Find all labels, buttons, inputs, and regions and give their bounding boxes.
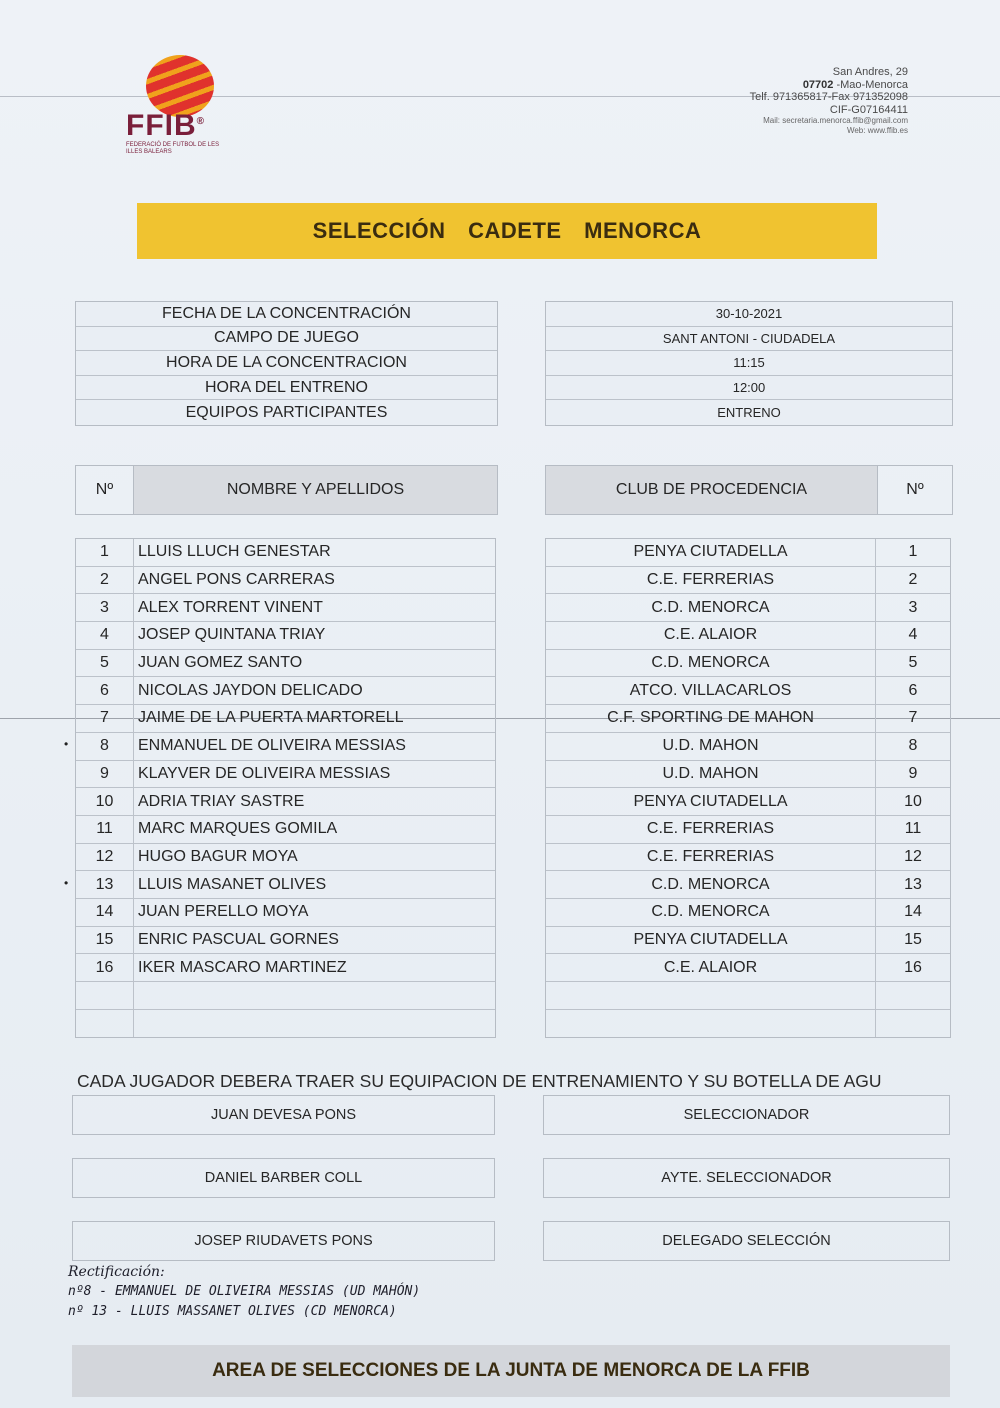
- player-num: 2: [76, 567, 134, 594]
- player-num: 14: [76, 899, 134, 926]
- player-club: [546, 982, 876, 1009]
- player-num: [876, 1010, 950, 1038]
- header-name: NOMBRE Y APELLIDOS: [134, 466, 497, 514]
- table-row: [76, 705, 495, 733]
- table-row: [546, 788, 950, 816]
- table-row: [546, 594, 950, 622]
- table-row-empty: [546, 982, 950, 1010]
- player-num: 16: [904, 958, 922, 976]
- player-num: 11: [904, 820, 922, 838]
- staff-role: SELECCIONADOR: [543, 1095, 950, 1135]
- logo-subtitle: FEDERACIÓ DE FUTBOL DE LES ILLES BALEARS: [126, 142, 220, 155]
- header-club: CLUB DE PROCEDENCIA: [546, 466, 878, 514]
- roster-names-table: [75, 538, 496, 1038]
- player-num: 10: [76, 788, 134, 815]
- table-row: [546, 622, 950, 650]
- player-name: IKER MASCARO MARTINEZ: [138, 958, 347, 976]
- player-num: 10: [904, 792, 922, 810]
- player-num: 9: [908, 764, 918, 782]
- roster-clubs-table: [545, 538, 951, 1038]
- info-label: HORA DEL ENTRENO: [76, 376, 497, 401]
- player-club: ATCO. VILLACARLOS: [546, 677, 876, 704]
- table-row: [76, 871, 495, 899]
- player-name: ADRIA TRIAY SASTRE: [138, 792, 305, 810]
- table-row: [546, 539, 950, 567]
- info-label: FECHA DE LA CONCENTRACIÓN: [76, 302, 497, 327]
- player-num: 6: [908, 681, 918, 699]
- staff-role: AYTE. SELECCIONADOR: [543, 1158, 950, 1198]
- table-row: [76, 761, 495, 789]
- player-name: JUAN PERELLO MOYA: [138, 903, 309, 921]
- table-row: [76, 539, 495, 567]
- player-name: ENMANUEL DE OLIVEIRA MESSIAS: [138, 737, 406, 755]
- footer-band: [72, 1345, 950, 1397]
- info-label: CAMPO DE JUEGO: [76, 327, 497, 352]
- table-row: [76, 677, 495, 705]
- player-num: 6: [76, 677, 134, 704]
- table-row: [76, 844, 495, 872]
- table-row: [546, 844, 950, 872]
- footer-text: AREA DE SELECCIONES DE LA JUNTA DE MENORCA DE LA FFIB: [212, 1360, 810, 1381]
- player-num: [876, 982, 950, 1009]
- player-club: C.E. FERRERIAS: [546, 844, 876, 871]
- ffib-logo: [118, 55, 228, 165]
- table-row: [76, 899, 495, 927]
- table-row: [546, 705, 950, 733]
- player-num: 5: [908, 654, 918, 672]
- table-row: [76, 622, 495, 650]
- table-row: [546, 927, 950, 955]
- table-row-empty: [76, 982, 495, 1010]
- player-name: JUAN GOMEZ SANTO: [138, 654, 303, 672]
- staff-name: DANIEL BARBER COLL: [72, 1158, 495, 1198]
- player-num: [76, 982, 134, 1009]
- federation-address: [750, 66, 908, 136]
- handwritten-correction-note: [68, 1262, 420, 1322]
- roster-header-right: [545, 465, 953, 515]
- info-label: EQUIPOS PARTICIPANTES: [185, 403, 388, 421]
- player-name: LLUIS LLUCH GENESTAR: [138, 543, 331, 561]
- equipment-notice: CADA JUGADOR DEBERA TRAER SU EQUIPACION DE ENTRENAMIENTO Y SU BOTELLA DE AGU: [77, 1071, 882, 1091]
- player-num: 7: [908, 709, 918, 727]
- player-club: C.D. MENORCA: [546, 899, 876, 926]
- player-num: 14: [904, 903, 922, 921]
- table-row: [76, 594, 495, 622]
- player-num: 13: [904, 875, 922, 893]
- logo-acronym: [126, 109, 205, 143]
- table-row: [76, 650, 495, 678]
- player-club: PENYA CIUTADELLA: [546, 788, 876, 815]
- address-street: San Andres, 29: [832, 66, 908, 78]
- logo-acronym-text: FFIB: [126, 109, 197, 142]
- correction-bullet: •: [64, 876, 69, 890]
- player-name: JAIME DE LA PUERTA MARTORELL: [138, 709, 404, 727]
- header-num: Nº: [76, 466, 134, 514]
- staff-role: DELEGADO SELECCIÓN: [543, 1221, 950, 1261]
- table-row: [546, 816, 950, 844]
- table-row: [546, 733, 950, 761]
- header-num2: Nº: [906, 481, 924, 498]
- table-row-empty: [546, 1010, 950, 1038]
- player-num: 4: [76, 622, 134, 649]
- info-value-gather-time: 11:15: [546, 351, 952, 376]
- table-row: [76, 927, 495, 955]
- player-num: 15: [76, 927, 134, 954]
- player-num: 3: [76, 594, 134, 621]
- table-row: [546, 677, 950, 705]
- player-club: C.E. FERRERIAS: [546, 567, 876, 594]
- player-club: U.D. MAHON: [546, 733, 876, 760]
- table-row: [76, 567, 495, 595]
- table-row: [546, 567, 950, 595]
- player-name: LLUIS MASANET OLIVES: [138, 875, 327, 893]
- table-row-empty: [76, 1010, 495, 1038]
- player-club: PENYA CIUTADELLA: [546, 539, 876, 566]
- player-name: KLAYVER DE OLIVEIRA MESSIAS: [138, 764, 391, 782]
- player-club: C.E. ALAIOR: [546, 954, 876, 981]
- info-label: HORA DE LA CONCENTRACION: [76, 351, 497, 376]
- player-club: [546, 1010, 876, 1038]
- player-name: HUGO BAGUR MOYA: [138, 847, 298, 865]
- player-name: MARC MARQUES GOMILA: [138, 820, 338, 838]
- table-row: [546, 650, 950, 678]
- address-phone-fax: Telf. 971365817-Fax 971352098: [749, 91, 908, 103]
- staff-name: JUAN DEVESA PONS: [72, 1095, 495, 1135]
- note-line: nº8 - EMMANUEL DE OLIVEIRA MESSIAS (UD MAHÓN): [68, 1284, 421, 1299]
- player-name: ALEX TORRENT VINENT: [138, 598, 323, 616]
- player-club: C.D. MENORCA: [546, 650, 876, 677]
- address-zip: 07702: [802, 78, 834, 91]
- info-value-training-time: 12:00: [546, 376, 952, 401]
- table-row: [76, 733, 495, 761]
- player-num: 8: [908, 737, 918, 755]
- player-name: ENRIC PASCUAL GORNES: [138, 930, 339, 948]
- table-row: [546, 871, 950, 899]
- player-num: 11: [76, 816, 134, 843]
- info-labels-table: [75, 301, 498, 426]
- player-club: C.D. MENORCA: [546, 871, 876, 898]
- player-name: [134, 982, 495, 1009]
- player-num: 16: [76, 954, 134, 981]
- player-num: 1: [76, 539, 134, 566]
- player-num: 13: [76, 871, 134, 898]
- table-row: [76, 788, 495, 816]
- info-value-field: SANT ANTONI - CIUDADELA: [546, 327, 952, 352]
- player-num: 1: [908, 543, 918, 561]
- player-num: [76, 1010, 134, 1038]
- player-num: 3: [908, 598, 918, 616]
- address-city: -Mao-Menorca: [836, 78, 908, 91]
- player-club: C.D. MENORCA: [546, 594, 876, 621]
- title-band: [137, 203, 877, 259]
- player-num: 5: [76, 650, 134, 677]
- info-values-table: [545, 301, 953, 426]
- player-num: 12: [76, 844, 134, 871]
- note-line: nº 13 - LLUIS MASSANET OLIVES (CD MENORCA): [68, 1304, 397, 1319]
- player-club: C.E. FERRERIAS: [546, 816, 876, 843]
- ball-icon: [146, 55, 214, 117]
- player-num: 9: [76, 761, 134, 788]
- address-web: Web: www.ffib.es: [846, 126, 908, 135]
- player-club: C.F. SPORTING DE MAHON: [546, 705, 876, 732]
- address-mail: Mail: secretaria.menorca.ffib@gmail.com: [763, 116, 908, 125]
- player-num: 4: [908, 626, 918, 644]
- player-num: 8: [76, 733, 134, 760]
- player-club: C.E. ALAIOR: [546, 622, 876, 649]
- table-row: [76, 816, 495, 844]
- roster-header-left: [75, 465, 498, 515]
- player-name: [134, 1010, 495, 1038]
- address-cif: CIF-G07164411: [829, 103, 908, 116]
- info-value-date: 30-10-2021: [546, 302, 952, 327]
- registered-mark: ®: [196, 116, 206, 127]
- player-num: 2: [908, 571, 918, 589]
- player-num: 12: [904, 847, 922, 865]
- player-num: 15: [904, 930, 922, 948]
- player-name: ANGEL PONS CARRERAS: [138, 571, 335, 589]
- table-row: [546, 899, 950, 927]
- table-row: [546, 761, 950, 789]
- table-row: [76, 954, 495, 982]
- correction-bullet: •: [64, 737, 69, 751]
- player-name: NICOLAS JAYDON DELICADO: [138, 681, 363, 699]
- player-club: U.D. MAHON: [546, 761, 876, 788]
- info-value-teams: ENTRENO: [717, 405, 781, 421]
- player-name: JOSEP QUINTANA TRIAY: [138, 626, 326, 644]
- address-city-line: [750, 79, 908, 92]
- page-title: SELECCIÓN CADETE MENORCA: [312, 218, 702, 243]
- player-club: PENYA CIUTADELLA: [546, 927, 876, 954]
- table-row: [546, 954, 950, 982]
- player-num: 7: [76, 705, 134, 732]
- note-title: Rectificación:: [68, 1264, 165, 1280]
- staff-name: JOSEP RIUDAVETS PONS: [72, 1221, 495, 1261]
